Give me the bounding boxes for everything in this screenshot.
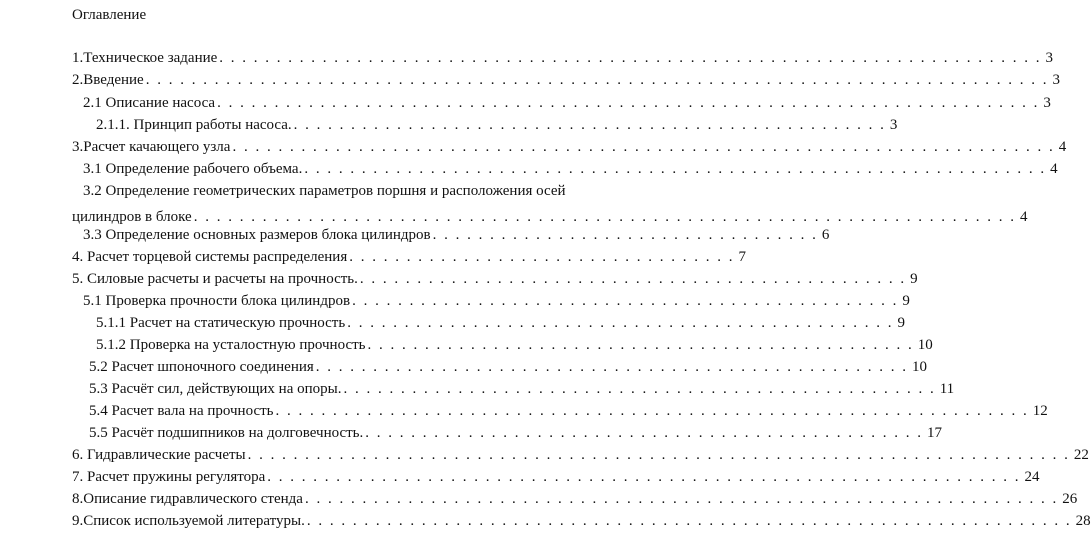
leader-dots: . . . . . . . . . . . . . . . . . . . . . . . . . . . . . . . . . . . . . . . . . . . . . . . . (359, 271, 907, 287)
toc-entry-15[interactable] (89, 380, 955, 398)
toc-entry-page: 4 (1058, 139, 1067, 155)
toc-entry-label: 5.5 Расчёт подшипников на долговечность. (89, 425, 364, 441)
toc-entry-label: 5.1 Проверка прочности блока цилиндров (83, 293, 351, 309)
toc-entry-label: 7. Расчет пружины регулятора (72, 469, 266, 485)
toc-entry-page: 12 (1032, 403, 1048, 419)
leader-dots: . . . . . . . . . . . . . . . . . . . . . . . . . . . . . . . . . . . . . . . . . . . . . . . . . . . . (315, 359, 909, 375)
toc-entry-page: 3 (1052, 72, 1060, 88)
toc-entry-label: 4. Расчет торцевой системы распределения (72, 249, 348, 265)
leader-dots: . . . . . . . . . . . . . . . . . . . . . . . . . . . . . . . . . . . . . . . . . . . . . . . . . . . . . . . . . . . . . . . . . (304, 161, 1047, 177)
leader-dots: . . . . . . . . . . . . . . . . . . . . . . . . . . . . . . . . . . . . . . . . . . . . . . . . (352, 293, 899, 309)
toc-entry-9[interactable] (72, 248, 746, 266)
toc-entry-page: 26 (1062, 491, 1078, 507)
toc-entry-12[interactable] (96, 314, 905, 332)
toc-title: Оглавление (72, 7, 147, 23)
toc-entry-6[interactable] (83, 160, 1058, 178)
leader-dots: . . . . . . . . . . . . . . . . . . . . . . . . . . . . . . . . . . (349, 249, 735, 265)
toc-entry-page: 9 (897, 315, 905, 331)
toc-entry-19[interactable] (72, 468, 1040, 486)
toc-entry-page: 4 (1050, 161, 1058, 177)
leader-dots: . . . . . . . . . . . . . . . . . . . . . . . . . . . . . . . . . . . . . . . . . . . . . . . . . . . . . . . . . . . . . . . . . . . . . . . . (217, 95, 1040, 111)
toc-entry-21[interactable] (72, 512, 1091, 530)
leader-dots: . . . . . . . . . . . . . . . . . . . . . . . . . . . . . . . . . . . . . . . . . . . . . . . . . . . . (343, 381, 936, 397)
leader-dots: . . . . . . . . . . . . . . . . . . . . . . . . . . . . . . . . . . . . . . . . . . . . . . . . . . . . . . . . . . . . . . . . . . . . . . . . (219, 50, 1042, 66)
toc-entry-label-line2: цилиндров в блоке (72, 209, 192, 225)
leader-dots: . . . . . . . . . . . . . . . . . . . . . . . . . . . . . . . . . . . . . . . . . . . . . . . . (367, 337, 914, 353)
toc-entry-page: 3 (1043, 95, 1051, 111)
toc-entry-page: 9 (902, 293, 910, 309)
toc-entry-18[interactable] (72, 446, 1089, 464)
toc-entry-5[interactable] (72, 138, 1067, 156)
toc-entry-label: 6. Гидравлические расчеты (72, 447, 246, 463)
toc-entry-label-line1: 3.2 Определение геометрических параметров поршня и расположения осей (83, 183, 566, 199)
toc-entry-page: 7 (738, 249, 746, 265)
toc-entry-page: 22 (1073, 447, 1089, 463)
toc-entry-page: 24 (1024, 469, 1040, 485)
toc-entry-8[interactable] (83, 226, 830, 244)
toc-entry-2[interactable] (72, 71, 1060, 89)
leader-dots: . . . . . . . . . . . . . . . . . . . . . . . . . . . . . . . . . . . . . . . . . . . . . . . . . . . . . . . . . . . . . . . . . . (267, 469, 1021, 485)
toc-entry-page: 3 (1045, 50, 1054, 66)
toc-entry-label: 5.4 Расчет вала на прочность (89, 403, 274, 419)
toc-entry-label: 2.Введение (72, 72, 144, 88)
toc-entry-page: 10 (912, 359, 928, 375)
toc-entry-label: 5.1.2 Проверка на усталостную прочность (96, 337, 366, 353)
toc-entry-label: 3.Расчет качающего узла (72, 139, 231, 155)
leader-dots: . . . . . . . . . . . . . . . . . . . . . . . . . . . . . . . . . . . . . . . . . . . . . . . . (347, 315, 894, 331)
leader-dots: . . . . . . . . . . . . . . . . . . . . . . . . . . . . . . . . . . . . . . . . . . . . . . . . . . . . . . . . . . . . . . . . . . . (306, 513, 1072, 529)
toc-entry-7[interactable] (72, 182, 1028, 226)
leader-dots: . . . . . . . . . . . . . . . . . . . . . . . . . . . . . . . . . . . . . . . . . . . . . . . . . . . . . . . . . . . . . . . . . . (304, 491, 1059, 507)
toc-entry-label: 9.Список используемой литературы. (72, 513, 305, 529)
toc-entry-page: 11 (939, 381, 955, 397)
toc-entry-1[interactable] (72, 49, 1054, 67)
leader-dots: . . . . . . . . . . . . . . . . . . . . . . . . . . . . . . . . . . . . . . . . . . . . . . . . . . . . . . . . . . . . . . . . . . . . . . . . (247, 447, 1070, 463)
leader-dots: . . . . . . . . . . . . . . . . . . . . . . . . . . . . . . . . . . . . . . . . . . . . . . . . . . . . . . . . . . . . . . . . . . . . . . . . . . . . . . . (145, 72, 1049, 88)
toc-entry-4[interactable] (96, 116, 898, 134)
toc-entry-page: 3 (889, 117, 898, 133)
toc-entry-page: 9 (910, 271, 918, 287)
toc-entry-13[interactable] (96, 336, 933, 354)
leader-dots: . . . . . . . . . . . . . . . . . . . . . . . . . . . . . . . . . . (432, 227, 818, 243)
toc-entry-label: 3.1 Определение рабочего объема. (83, 161, 303, 177)
toc-entry-label: 8.Описание гидравлического стенда (72, 491, 303, 507)
toc-entry-16[interactable] (89, 402, 1048, 420)
toc-entry-page: 4 (1019, 209, 1028, 225)
leader-dots: . . . . . . . . . . . . . . . . . . . . . . . . . . . . . . . . . . . . . . . . . . . . . . . . . . . . . . . . . . . . . . . . . . (275, 403, 1029, 419)
toc-entry-label: 5.3 Расчёт сил, действующих на опоры. (89, 381, 342, 397)
toc-entry-11[interactable] (83, 292, 910, 310)
toc-entry-20[interactable] (72, 490, 1078, 508)
leader-dots: . . . . . . . . . . . . . . . . . . . . . . . . . . . . . . . . . . . . . . . . . . . . . . . . . . . . . . . . . . . . . . . . . . . . . . . . (232, 139, 1055, 155)
toc-entry-label: 2.1 Описание насоса (83, 95, 216, 111)
toc-entry-label: 2.1.1. Принцип работы насоса. (96, 117, 292, 133)
toc-entry-14[interactable] (89, 358, 928, 376)
toc-entry-3[interactable] (83, 94, 1051, 112)
toc-entry-label: 5.2 Расчет шпоночного соединения (89, 359, 314, 375)
toc-entry-label: 3.3 Определение основных размеров блока цилиндров (83, 227, 431, 243)
leader-dots: . . . . . . . . . . . . . . . . . . . . . . . . . . . . . . . . . . . . . . . . . . . . . . . . . . . . . . . . . . . . . . . . . . . . . . . . (193, 209, 1016, 225)
toc-entry-label: 5. Силовые расчеты и расчеты на прочность. (72, 271, 358, 287)
toc-entry-page: 28 (1075, 513, 1091, 529)
toc-entry-label: 1.Техническое задание (72, 50, 218, 66)
toc-entry-page: 6 (821, 227, 830, 243)
toc-entry-label: 5.1.1 Расчет на статическую прочность (96, 315, 346, 331)
toc-entry-page: 17 (927, 425, 943, 441)
leader-dots: . . . . . . . . . . . . . . . . . . . . . . . . . . . . . . . . . . . . . . . . . . . . . . . . . . . . (293, 117, 886, 133)
toc-entry-17[interactable] (89, 424, 943, 442)
toc-entry-10[interactable] (72, 270, 918, 288)
toc-entry-page: 10 (917, 337, 933, 353)
leader-dots: . . . . . . . . . . . . . . . . . . . . . . . . . . . . . . . . . . . . . . . . . . . . . . . . . (365, 425, 924, 441)
